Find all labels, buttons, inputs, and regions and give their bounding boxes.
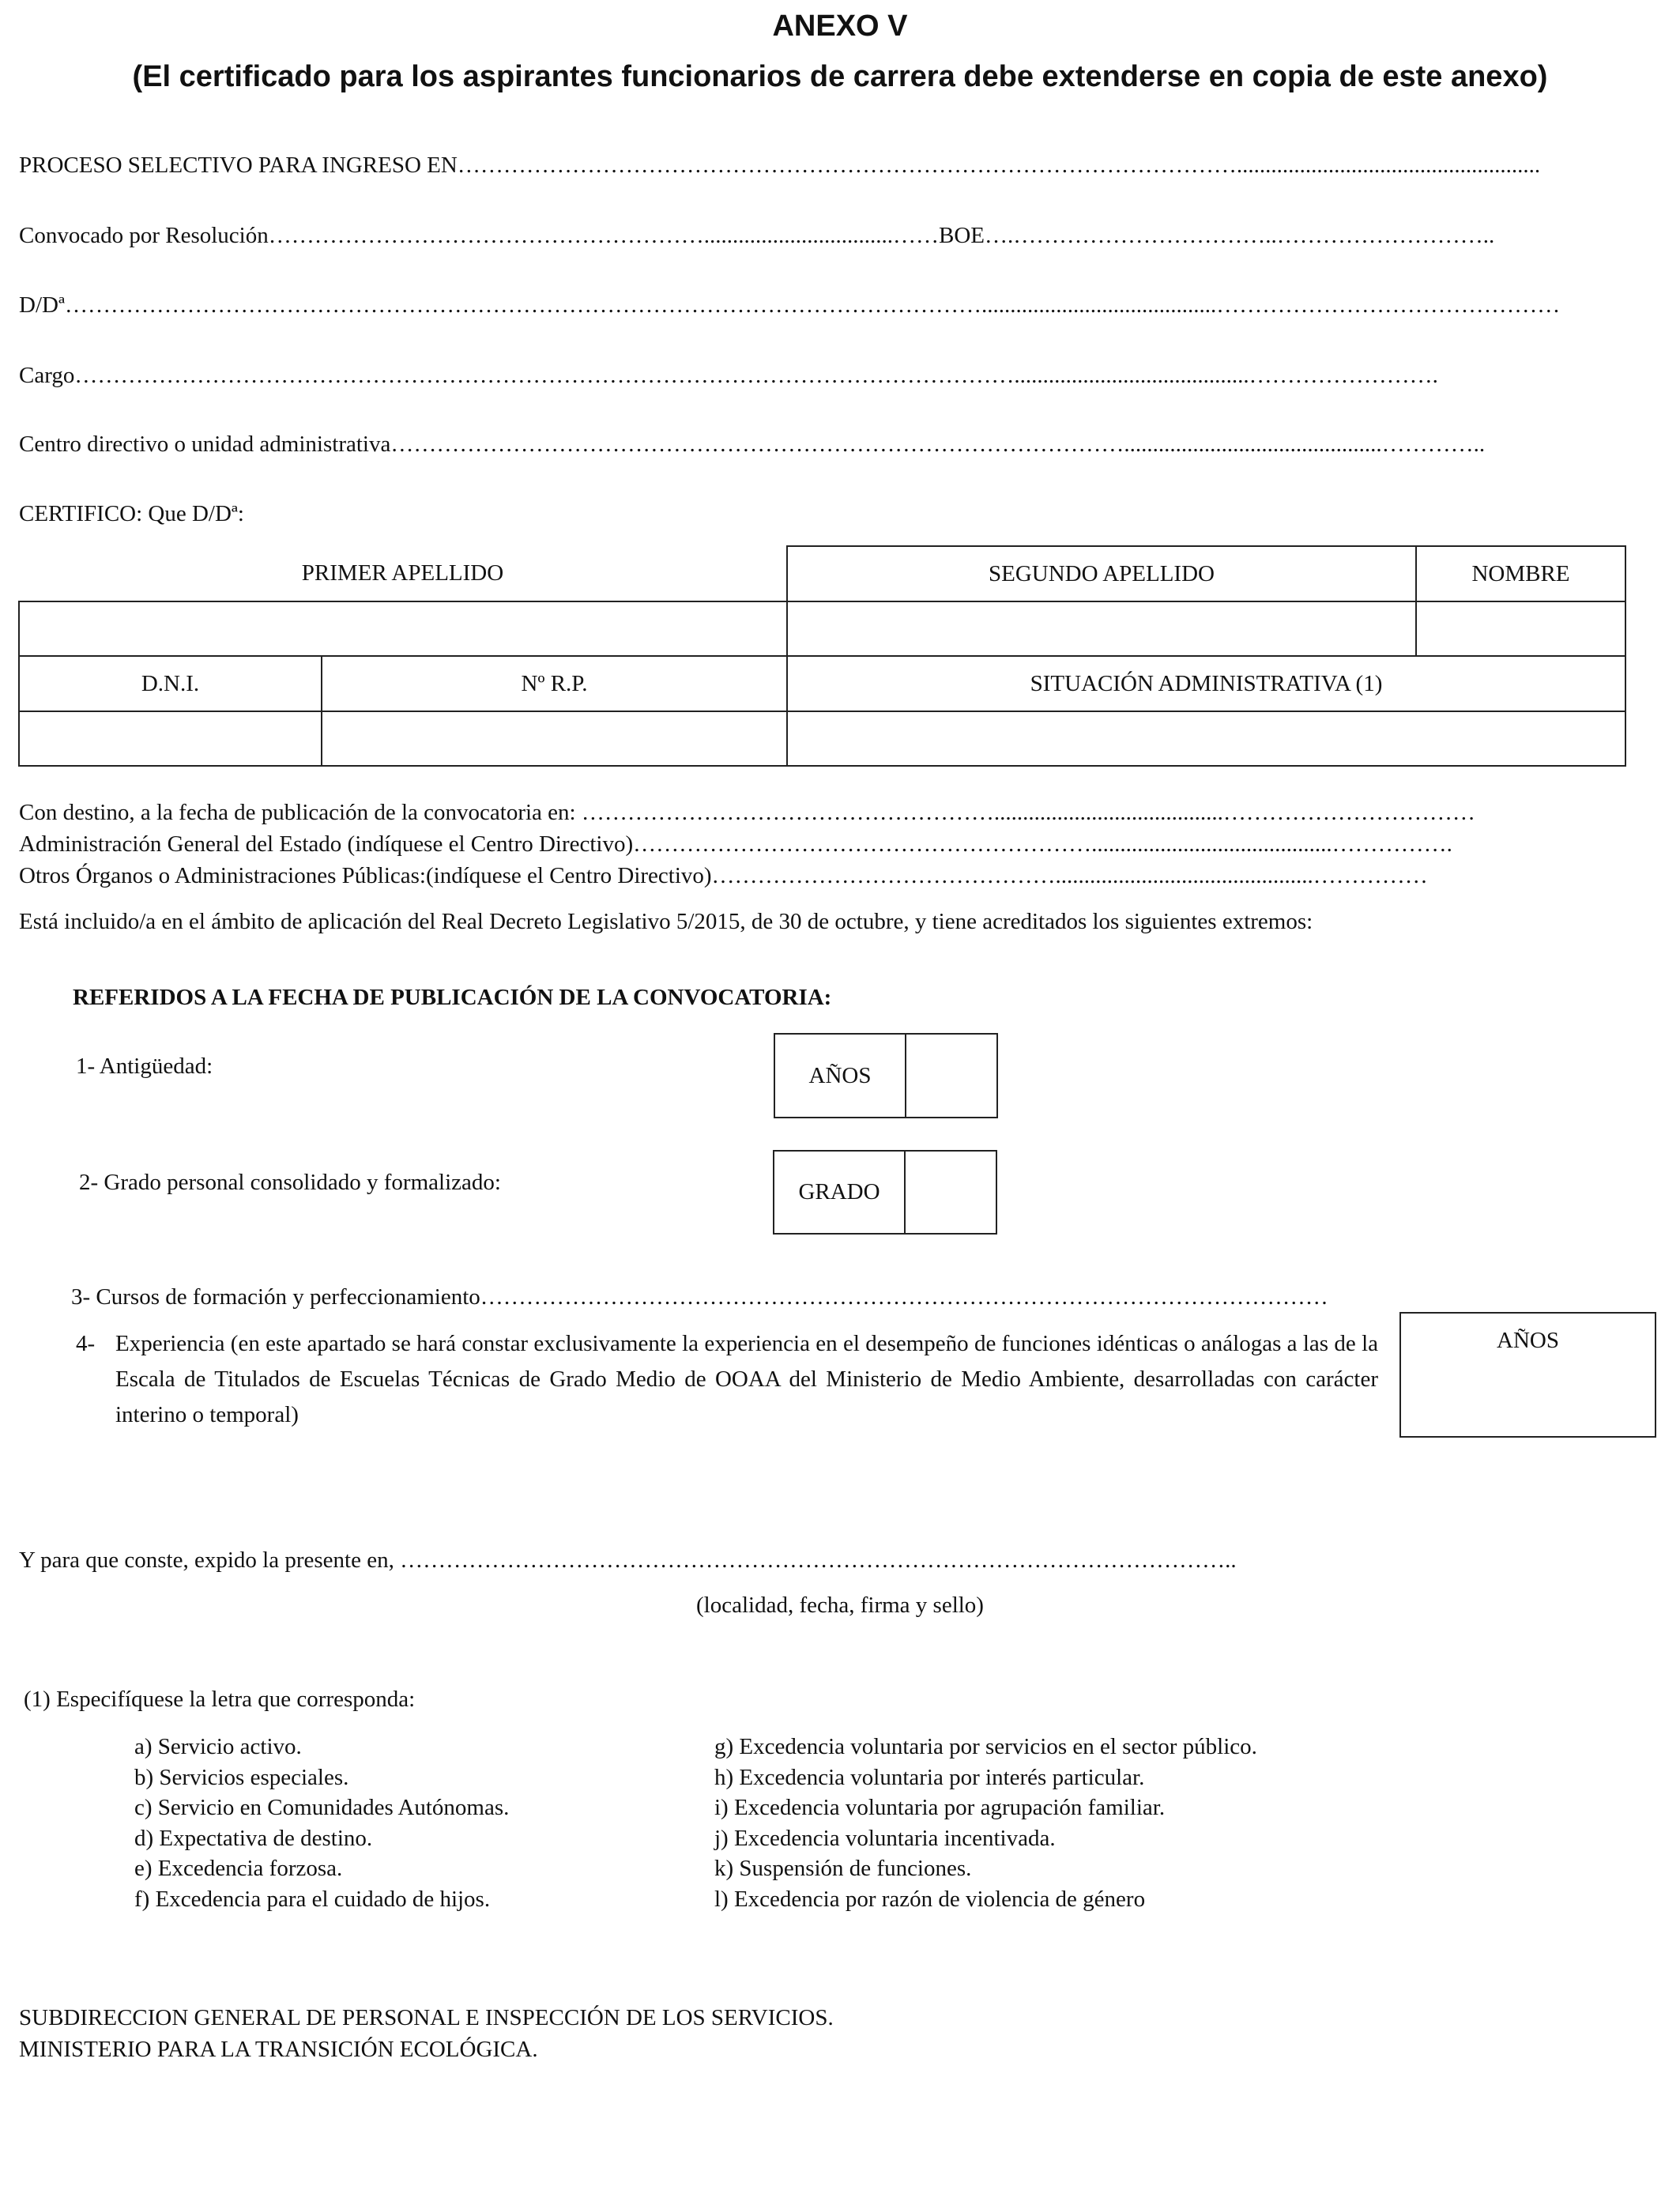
cursos-line[interactable]: 3- Cursos de formación y perfeccionamiento………………………………………………………………………………………………… [71, 1284, 1328, 1310]
convocado-field[interactable]: Convocado por Resolución………………………………………………….................................……BOE….……………………………..……………………….. [19, 223, 1495, 248]
expido-line[interactable]: Y para que conste, expido la presente en, ……………………………………………………………………………………………….. [19, 1547, 1237, 1573]
list-item: l) Excedencia por razón de violencia de género [714, 1886, 1146, 1912]
footnote-label: (1) Especifíquese la letra que corresponda: [24, 1687, 416, 1712]
list-item: d) Expectativa de destino. [134, 1825, 373, 1851]
list-item: k) Suspensión de funciones. [714, 1856, 972, 1881]
grado-label: 2- Grado personal consolidado y formalizado: [79, 1170, 501, 1195]
destino-line-2[interactable]: Administración General del Estado (indíquese el Centro Directivo)……………………………………………………..........................................……………. [19, 831, 1452, 857]
nombre-input[interactable] [1417, 602, 1625, 655]
primer-apellido-header: PRIMER APELLIDO [18, 545, 787, 601]
cargo-field[interactable]: Cargo…………………………………………………………………………………………………………….........................................……………………. [19, 363, 1438, 388]
proceso-field[interactable]: PROCESO SELECTIVO PARA INGRESO EN…………………………………………………………………………………………..................................................... [19, 153, 1541, 178]
nombre-header: NOMBRE [1417, 547, 1625, 601]
grado-value-input[interactable] [906, 1152, 996, 1233]
situacion-header: SITUACIÓN ADMINISTRATIVA (1) [1030, 670, 1383, 696]
list-item: e) Excedencia forzosa. [134, 1856, 343, 1881]
nrp-input[interactable] [322, 712, 786, 765]
dni-header: D.N.I. [141, 670, 200, 696]
grado-box [773, 1150, 997, 1235]
segundo-apellido-input[interactable] [788, 602, 1415, 655]
referidos-heading: REFERIDOS A LA FECHA DE PUBLICACIÓN DE LA CONVOCATORIA: [73, 985, 832, 1010]
list-item: c) Servicio en Comunidades Autónomas. [134, 1795, 510, 1820]
list-item: h) Excedencia voluntaria por interés particular. [714, 1764, 1145, 1790]
antiguedad-label: 1- Antigüedad: [76, 1054, 213, 1079]
list-item: a) Servicio activo. [134, 1734, 302, 1759]
anos-label: AÑOS [775, 1035, 906, 1117]
list-item: f) Excedencia para el cuidado de hijos. [134, 1886, 491, 1912]
situaciones-right-list [714, 1732, 1257, 1914]
document-subtitle: (El certificado para los aspirantes funcionarios de carrera debe extenderse en copia de este anexo) [132, 60, 1548, 93]
experiencia-number: 4- [76, 1331, 96, 1356]
grado-box-label: GRADO [774, 1152, 906, 1233]
destino-line-3[interactable]: Otros Órganos o Administraciones Públicas:(indíquese el Centro Directivo)……………………………………….............................................…………… [19, 863, 1428, 888]
document-title: ANEXO V [772, 9, 908, 43]
certifico-label: CERTIFICO: Que D/Dª: [19, 501, 244, 526]
ambito-text: Está incluido/a en el ámbito de aplicación del Real Decreto Legislativo 5/2015, de 30 de octubre, y tiene acreditados los siguientes extremos: [19, 909, 1313, 934]
list-item: i) Excedencia voluntaria por agrupación familiar. [714, 1795, 1166, 1820]
centro-field[interactable]: Centro directivo o unidad administrativa…………………………………………………………………………………….............................................………….. [19, 432, 1486, 457]
experiencia-anos-label: AÑOS [1497, 1328, 1559, 1353]
situacion-input[interactable] [788, 712, 1625, 765]
experiencia-text: Experiencia (en este apartado se hará constar exclusivamente la experiencia en el desempeño de funciones idénticas o análogas a las de la Escala de Titulados de Escuelas Técnicas de Grado Medio de OOAA del Ministerio de Medio Ambiente, desarrolladas con carácter interino o temporal) [115, 1331, 1378, 1427]
localidad-caption: (localidad, fecha, firma y sello) [696, 1593, 984, 1618]
list-item: g) Excedencia voluntaria por servicios en el sector público. [714, 1734, 1257, 1759]
primer-apellido-input[interactable] [20, 602, 785, 655]
antiguedad-box [774, 1033, 998, 1118]
nrp-header: Nº R.P. [521, 670, 588, 696]
list-item: j) Excedencia voluntaria incentivada. [714, 1825, 1056, 1851]
dni-input[interactable] [20, 712, 321, 765]
dd-field[interactable]: D/Dª………………………………………………………………………………………………………….........................................……………………………………… [19, 292, 1561, 318]
situaciones-left-list [134, 1732, 509, 1914]
antiguedad-value-input[interactable] [906, 1035, 996, 1117]
list-item: b) Servicios especiales. [134, 1764, 349, 1790]
segundo-apellido-header: SEGUNDO APELLIDO [788, 547, 1415, 601]
destino-line-1[interactable]: Con destino, a la fecha de publicación de la convocatoria en: ………………………………………………........................................…………………………… [19, 800, 1475, 825]
footer-line-1: SUBDIRECCION GENERAL DE PERSONAL E INSPECCIÓN DE LOS SERVICIOS. [19, 2005, 834, 2030]
footer-line-2: MINISTERIO PARA LA TRANSICIÓN ECOLÓGICA. [19, 2037, 538, 2062]
experiencia-box[interactable] [1399, 1312, 1656, 1438]
